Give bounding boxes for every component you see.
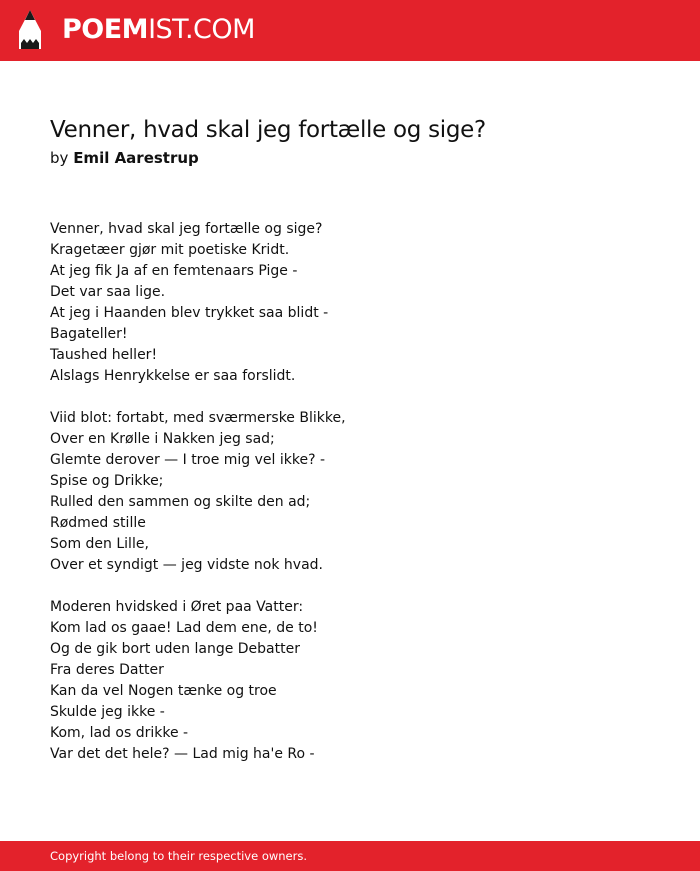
poem-title: Venner, hvad skal jeg fortælle og sige? bbox=[50, 117, 486, 143]
author-name: Emil Aarestrup bbox=[73, 149, 199, 167]
poem-line: Kan da vel Nogen tænke og troe bbox=[50, 683, 277, 699]
stanza-1 bbox=[50, 219, 650, 387]
stanza-3 bbox=[50, 597, 650, 765]
poem-line: Moderen hvidsked i Øret paa Vatter: bbox=[50, 599, 304, 615]
logo-brand-light: IST.COM bbox=[148, 14, 255, 45]
poem-line: Over et syndigt — jeg vidste nok hvad. bbox=[50, 557, 323, 573]
poem-line: At jeg fik Ja af en femtenaars Pige - bbox=[50, 263, 298, 279]
poem-line: Glemte derover — I troe mig vel ikke? - bbox=[50, 452, 326, 468]
poem-line: Over en Krølle i Nakken jeg sad; bbox=[50, 431, 275, 447]
poem-line: Kragetæer gjør mit poetiske Kridt. bbox=[50, 242, 290, 258]
byline bbox=[50, 149, 199, 167]
poem-line: At jeg i Haanden blev trykket saa blidt - bbox=[50, 305, 329, 321]
logo-brand-bold: POEM bbox=[62, 14, 149, 45]
poem-line: Skulde jeg ikke - bbox=[50, 704, 165, 720]
poem-line: Venner, hvad skal jeg fortælle og sige? bbox=[50, 221, 323, 237]
poem-line: Taushed heller! bbox=[50, 347, 158, 363]
poem-line: Og de gik bort uden lange Debatter bbox=[50, 641, 300, 657]
by-label: by bbox=[50, 149, 69, 167]
poem-line: Det var saa lige. bbox=[50, 284, 166, 300]
poem-line: Fra deres Datter bbox=[50, 662, 164, 678]
poem-line: Rulled den sammen og skilte den ad; bbox=[50, 494, 311, 510]
site-logo[interactable] bbox=[62, 12, 255, 48]
stanza-2 bbox=[50, 408, 650, 576]
poem-line: Bagateller! bbox=[50, 326, 128, 342]
poem-line: Som den Lille, bbox=[50, 536, 149, 552]
site-header bbox=[0, 0, 700, 61]
poem-line: Kom, lad os drikke - bbox=[50, 725, 189, 741]
pencil-icon[interactable] bbox=[18, 9, 42, 51]
poem-line: Kom lad os gaae! Lad dem ene, de to! bbox=[50, 620, 318, 636]
poem-line: Rødmed stille bbox=[50, 515, 146, 531]
poem-line: Var det det hele? — Lad mig ha'e Ro - bbox=[50, 746, 315, 762]
poem-line: Viid blot: fortabt, med sværmerske Blikke, bbox=[50, 410, 346, 426]
poem-line: Spise og Drikke; bbox=[50, 473, 164, 489]
copyright-notice: Copyright belong to their respective owners. bbox=[50, 849, 308, 863]
poem-line: Alslags Henrykkelse er saa forslidt. bbox=[50, 368, 296, 384]
site-footer bbox=[0, 841, 700, 871]
poem-body bbox=[50, 219, 650, 786]
